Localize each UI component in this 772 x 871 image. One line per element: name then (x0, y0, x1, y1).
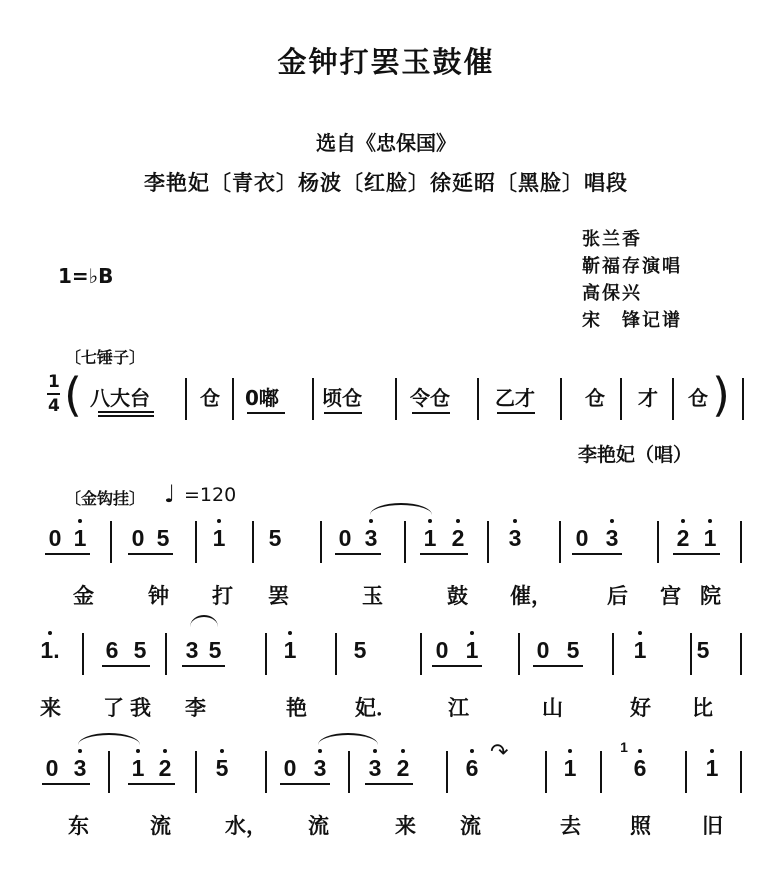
high-octave-dot (288, 631, 292, 635)
barline (265, 633, 267, 675)
underline (412, 412, 450, 414)
barline (559, 521, 561, 563)
beam-underline (335, 553, 381, 555)
note: 0 (48, 525, 62, 551)
note: 6 (462, 755, 482, 782)
percussion-measure: 仓 (688, 386, 708, 410)
note: 1 (630, 637, 650, 664)
page-title: 金钟打罢玉鼓催 (277, 45, 495, 79)
lyric: 后 (607, 584, 628, 608)
subtitle: 李艳妃〔青衣〕杨波〔红脸〕徐延昭〔黑脸〕唱段 (144, 171, 628, 195)
barline (108, 751, 110, 793)
high-octave-dot (78, 749, 82, 753)
barline (165, 633, 167, 675)
barline (195, 521, 197, 563)
barline (252, 521, 254, 563)
note: 3 (310, 755, 330, 782)
note: 0 (536, 637, 550, 663)
barline (600, 751, 602, 793)
note: 3 (505, 525, 525, 552)
barline (312, 378, 314, 420)
note: 2 (448, 525, 468, 552)
credit-line: 靳福存演唱 (582, 256, 682, 277)
barline (560, 378, 562, 420)
beam-underline (533, 665, 583, 667)
lyric: 钟 (148, 584, 169, 608)
note: 5 (353, 637, 367, 663)
lyric: 鼓 (447, 584, 468, 608)
barline (487, 521, 489, 563)
lyric: 玉 (362, 584, 383, 608)
barline (348, 751, 350, 793)
lyric: 旧 (702, 814, 723, 838)
lyric: 流 (460, 814, 481, 838)
key-signature: 1=♭B (58, 264, 114, 288)
underline (98, 411, 154, 413)
note: 2 (673, 525, 693, 552)
percussion-measure: 仓 (585, 386, 605, 410)
note: 3 (365, 755, 385, 782)
barline (420, 633, 422, 675)
beam-underline (673, 553, 720, 555)
high-octave-dot (568, 749, 572, 753)
high-octave-dot (638, 631, 642, 635)
lyric: 水， (225, 814, 267, 838)
lyric: 院 (700, 584, 721, 608)
barline (320, 521, 322, 563)
high-octave-dot (470, 631, 474, 635)
barline (690, 633, 692, 675)
singer-label: 李艳妃（唱） (578, 444, 693, 466)
tune-label: 〔金钩挂〕 (65, 489, 146, 508)
note: 2 (393, 755, 413, 782)
barline (82, 633, 84, 675)
high-octave-dot (456, 519, 460, 523)
lyric: 江 (448, 696, 469, 720)
note: 3 (185, 637, 199, 663)
credit-line: 高保兴 (582, 283, 642, 304)
high-octave-dot (470, 749, 474, 753)
high-octave-dot (48, 631, 52, 635)
high-octave-dot (136, 749, 140, 753)
note: 1 (700, 525, 720, 552)
high-octave-dot (217, 519, 221, 523)
barline (672, 378, 674, 420)
beam-underline (45, 553, 90, 555)
beam-underline (365, 783, 413, 785)
lyric: 打 (212, 584, 233, 608)
barline (265, 751, 267, 793)
high-octave-dot (638, 749, 642, 753)
high-octave-dot (373, 749, 377, 753)
note: 1 (462, 637, 482, 664)
note: 5 (696, 637, 710, 663)
beam-underline (128, 553, 173, 555)
barline (232, 378, 234, 420)
barline (477, 378, 479, 420)
percussion-measure: 八大台 (90, 386, 150, 410)
note: 0 (283, 755, 297, 781)
barline (545, 751, 547, 793)
open-paren: ( (64, 368, 82, 422)
lyric: 东 (68, 814, 89, 838)
barline (612, 633, 614, 675)
high-octave-dot (513, 519, 517, 523)
note: 5 (212, 755, 232, 782)
lyric: 罢 (268, 584, 289, 608)
note: 0 (338, 525, 352, 551)
high-octave-dot (318, 749, 322, 753)
note: 5 (566, 637, 580, 663)
note: 1 (702, 755, 722, 782)
beam-underline (432, 665, 482, 667)
note: 1. (40, 637, 60, 664)
beam-underline (102, 665, 150, 667)
note: 0 (575, 525, 589, 551)
lyric: 妃． (355, 696, 397, 720)
high-octave-dot (428, 519, 432, 523)
lyric: 李 (185, 696, 206, 720)
high-octave-dot (610, 519, 614, 523)
lyric: 来 (395, 814, 416, 838)
note: 5 (133, 637, 147, 663)
slur (318, 733, 378, 745)
close-paren: ) (712, 368, 730, 422)
note: 3 (70, 755, 90, 782)
beam-underline (42, 783, 90, 785)
arrow-icon: ↷ (490, 740, 509, 765)
underline (497, 412, 535, 414)
beam-underline (182, 665, 225, 667)
high-octave-dot (708, 519, 712, 523)
underline (98, 415, 154, 417)
underline (324, 412, 362, 414)
lyric: 我 (130, 696, 151, 720)
barline (110, 521, 112, 563)
note: 1 (560, 755, 580, 782)
barline (740, 751, 742, 793)
high-octave-dot (78, 519, 82, 523)
underline (247, 412, 285, 414)
source-line: 选自《忠保国》 (316, 131, 456, 155)
note: 5 (208, 637, 222, 663)
note: 2 (155, 755, 175, 782)
quarter-note-icon: ♩ (164, 480, 176, 508)
credit-line: 张兰香 (582, 229, 642, 250)
note: 5 (268, 525, 282, 551)
note: 1 (420, 525, 440, 552)
percussion-measure: 顷仓 (322, 386, 362, 410)
beam-underline (128, 783, 175, 785)
high-octave-dot (369, 519, 373, 523)
grace-note: 1 (620, 739, 628, 755)
lyric: 流 (150, 814, 171, 838)
barline (404, 521, 406, 563)
note: 3 (602, 525, 622, 552)
time-signature-denominator: 4 (48, 396, 60, 416)
lyric: 艳 (286, 696, 307, 720)
percussion-measure: 0嘟 (245, 386, 279, 410)
lyric: 宫 (660, 584, 681, 608)
lyric: 比 (692, 696, 713, 720)
barline (446, 751, 448, 793)
lyric: 来 (40, 696, 61, 720)
note: 0 (131, 525, 145, 551)
high-octave-dot (401, 749, 405, 753)
note: 6 (630, 755, 650, 782)
slur (370, 503, 432, 515)
percussion-label: 〔七锤子〕 (65, 348, 146, 367)
lyric: 金 (73, 584, 94, 608)
high-octave-dot (710, 749, 714, 753)
percussion-measure: 仓 (200, 386, 220, 410)
high-octave-dot (163, 749, 167, 753)
beam-underline (280, 783, 330, 785)
note: 6 (105, 637, 119, 663)
note: 0 (435, 637, 449, 663)
lyric: 去 (560, 814, 581, 838)
time-signature-numerator: 1 (48, 372, 60, 392)
note: 1 (70, 525, 90, 552)
high-octave-dot (220, 749, 224, 753)
note: 3 (361, 525, 381, 552)
barline (685, 751, 687, 793)
barline (185, 378, 187, 420)
note: 1 (128, 755, 148, 782)
lyric: 流 (308, 814, 329, 838)
high-octave-dot (681, 519, 685, 523)
barline (620, 378, 622, 420)
barline (657, 521, 659, 563)
time-signature-line (47, 393, 60, 395)
barline (740, 633, 742, 675)
slur (78, 733, 140, 745)
slur (190, 615, 218, 627)
lyric: 催， (510, 584, 552, 608)
lyric: 了 (103, 696, 124, 720)
note: 1 (280, 637, 300, 664)
barline (335, 633, 337, 675)
barline (518, 633, 520, 675)
note: 5 (156, 525, 170, 551)
lyric: 山 (542, 696, 563, 720)
barline (395, 378, 397, 420)
barline (742, 378, 744, 420)
note: 1 (209, 525, 229, 552)
beam-underline (420, 553, 468, 555)
lyric: 好 (630, 696, 651, 720)
barline (740, 521, 742, 563)
lyric: 照 (630, 814, 651, 838)
percussion-measure: 乙才 (495, 386, 535, 410)
note: 0 (45, 755, 59, 781)
percussion-measure: 令仓 (410, 386, 450, 410)
percussion-measure: 才 (638, 386, 658, 410)
credit-line: 宋 锋记谱 (582, 310, 682, 331)
beam-underline (572, 553, 622, 555)
barline (195, 751, 197, 793)
tempo: =120 (184, 484, 237, 506)
